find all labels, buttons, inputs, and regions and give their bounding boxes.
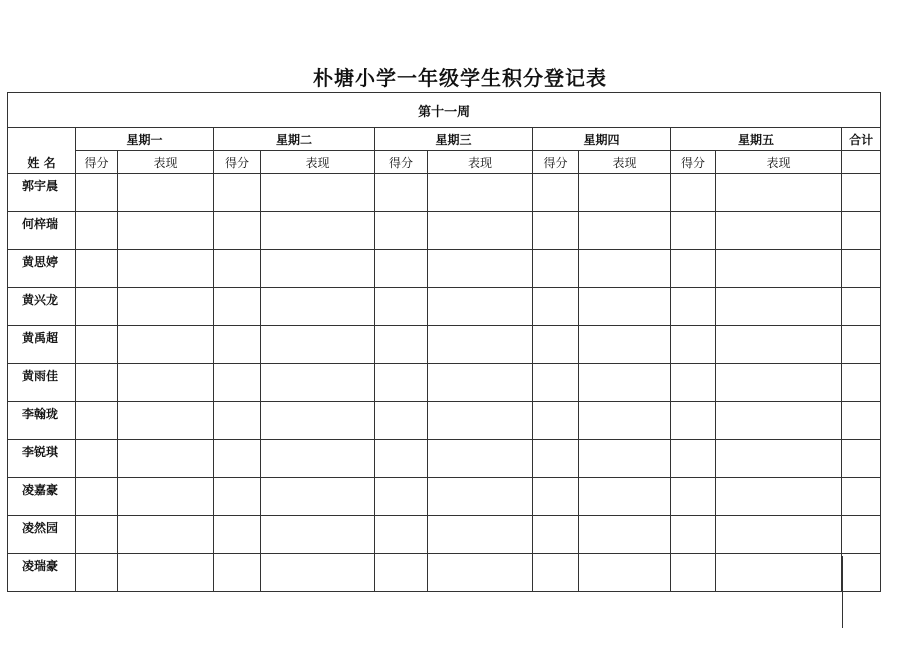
- student-name: 李锐琪: [8, 440, 76, 478]
- score-cell[interactable]: [76, 478, 118, 516]
- performance-cell[interactable]: [716, 250, 842, 288]
- score-cell[interactable]: [76, 554, 118, 592]
- day-header-friday: 星期五: [671, 128, 842, 151]
- score-cell[interactable]: [671, 516, 716, 554]
- performance-cell[interactable]: [716, 364, 842, 402]
- performance-cell[interactable]: [716, 516, 842, 554]
- performance-cell[interactable]: [428, 402, 533, 440]
- score-cell[interactable]: [533, 440, 579, 478]
- performance-cell[interactable]: [428, 250, 533, 288]
- performance-cell[interactable]: [716, 440, 842, 478]
- total-cell[interactable]: [842, 326, 881, 364]
- student-row: [8, 478, 881, 516]
- score-cell[interactable]: [214, 288, 261, 326]
- performance-cell[interactable]: [428, 212, 533, 250]
- performance-cell[interactable]: [579, 440, 671, 478]
- score-cell[interactable]: [76, 440, 118, 478]
- score-cell[interactable]: [533, 516, 579, 554]
- student-name: 凌瑞豪: [8, 554, 76, 592]
- performance-cell[interactable]: [118, 212, 214, 250]
- score-cell[interactable]: [76, 364, 118, 402]
- score-cell[interactable]: [375, 250, 428, 288]
- score-cell[interactable]: [214, 478, 261, 516]
- performance-cell[interactable]: [428, 288, 533, 326]
- score-cell[interactable]: [375, 326, 428, 364]
- student-name: 凌嘉豪: [8, 478, 76, 516]
- performance-cell[interactable]: [118, 250, 214, 288]
- performance-cell[interactable]: [716, 326, 842, 364]
- performance-cell[interactable]: [118, 478, 214, 516]
- score-cell[interactable]: [671, 288, 716, 326]
- score-subheader: 得分: [671, 151, 716, 174]
- total-subheader-empty: [842, 151, 881, 174]
- performance-cell[interactable]: [261, 288, 375, 326]
- score-cell[interactable]: [671, 440, 716, 478]
- score-cell[interactable]: [533, 478, 579, 516]
- score-subheader: 得分: [375, 151, 428, 174]
- performance-cell[interactable]: [261, 478, 375, 516]
- total-cell[interactable]: [842, 174, 881, 212]
- performance-cell[interactable]: [261, 440, 375, 478]
- total-column-header: 合计: [842, 128, 881, 151]
- score-cell[interactable]: [214, 326, 261, 364]
- total-cell[interactable]: [842, 364, 881, 402]
- score-cell[interactable]: [214, 250, 261, 288]
- performance-cell[interactable]: [118, 364, 214, 402]
- score-cell[interactable]: [533, 250, 579, 288]
- score-cell[interactable]: [671, 478, 716, 516]
- performance-cell[interactable]: [428, 440, 533, 478]
- performance-cell[interactable]: [261, 516, 375, 554]
- day-header-thursday: 星期四: [533, 128, 671, 151]
- score-cell[interactable]: [76, 174, 118, 212]
- performance-cell[interactable]: [261, 402, 375, 440]
- performance-cell[interactable]: [428, 554, 533, 592]
- score-cell[interactable]: [214, 364, 261, 402]
- performance-cell[interactable]: [428, 516, 533, 554]
- score-cell[interactable]: [76, 516, 118, 554]
- score-cell[interactable]: [375, 402, 428, 440]
- performance-cell[interactable]: [261, 174, 375, 212]
- score-cell[interactable]: [375, 440, 428, 478]
- performance-cell[interactable]: [428, 364, 533, 402]
- performance-cell[interactable]: [579, 516, 671, 554]
- performance-subheader: 表现: [118, 151, 214, 174]
- score-subheader: 得分: [214, 151, 261, 174]
- performance-subheader: 表现: [261, 151, 375, 174]
- student-row: [8, 440, 881, 478]
- total-cell[interactable]: [842, 250, 881, 288]
- score-cell[interactable]: [375, 174, 428, 212]
- performance-cell[interactable]: [716, 174, 842, 212]
- score-subheader: 得分: [76, 151, 118, 174]
- performance-cell[interactable]: [261, 250, 375, 288]
- total-cell[interactable]: [842, 402, 881, 440]
- score-cell[interactable]: [533, 326, 579, 364]
- performance-cell[interactable]: [716, 554, 842, 592]
- score-subheader: 得分: [533, 151, 579, 174]
- performance-cell[interactable]: [579, 174, 671, 212]
- student-row: [8, 364, 881, 402]
- score-cell[interactable]: [76, 288, 118, 326]
- performance-cell[interactable]: [118, 326, 214, 364]
- name-column-header: 姓 名: [8, 128, 76, 174]
- score-cell[interactable]: [375, 288, 428, 326]
- performance-cell[interactable]: [261, 326, 375, 364]
- divider-line: [842, 556, 843, 628]
- score-cell[interactable]: [76, 402, 118, 440]
- day-header-wednesday: 星期三: [375, 128, 533, 151]
- total-cell[interactable]: [842, 554, 881, 592]
- score-cell[interactable]: [671, 402, 716, 440]
- total-cell[interactable]: [842, 440, 881, 478]
- student-name: 黄兴龙: [8, 288, 76, 326]
- student-name: 黄雨佳: [8, 364, 76, 402]
- performance-cell[interactable]: [261, 554, 375, 592]
- performance-subheader: 表现: [716, 151, 842, 174]
- score-cell[interactable]: [671, 364, 716, 402]
- student-row: [8, 554, 881, 592]
- performance-cell[interactable]: [118, 402, 214, 440]
- week-label: 第十一周: [8, 93, 881, 128]
- score-cell[interactable]: [671, 250, 716, 288]
- performance-cell[interactable]: [118, 440, 214, 478]
- score-cell[interactable]: [76, 212, 118, 250]
- score-cell[interactable]: [375, 364, 428, 402]
- performance-cell[interactable]: [716, 402, 842, 440]
- score-cell[interactable]: [533, 554, 579, 592]
- page-title: 朴塘小学一年级学生积分登记表: [313, 66, 607, 90]
- student-name: 黄禹超: [8, 326, 76, 364]
- score-cell[interactable]: [533, 174, 579, 212]
- student-row: [8, 288, 881, 326]
- performance-cell[interactable]: [579, 364, 671, 402]
- day-header-tuesday: 星期二: [214, 128, 375, 151]
- performance-cell[interactable]: [579, 554, 671, 592]
- student-name: 何梓瑞: [8, 212, 76, 250]
- student-row: [8, 250, 881, 288]
- performance-cell[interactable]: [579, 402, 671, 440]
- student-row: [8, 212, 881, 250]
- score-cell[interactable]: [533, 288, 579, 326]
- score-cell[interactable]: [214, 174, 261, 212]
- student-row: [8, 402, 881, 440]
- score-cell[interactable]: [214, 402, 261, 440]
- score-cell[interactable]: [671, 174, 716, 212]
- score-cell[interactable]: [76, 326, 118, 364]
- student-name: 凌然园: [8, 516, 76, 554]
- performance-cell[interactable]: [579, 288, 671, 326]
- score-cell[interactable]: [214, 440, 261, 478]
- performance-cell[interactable]: [261, 212, 375, 250]
- performance-cell[interactable]: [428, 326, 533, 364]
- performance-cell[interactable]: [716, 212, 842, 250]
- student-row: [8, 516, 881, 554]
- day-header-monday: 星期一: [76, 128, 214, 151]
- performance-cell[interactable]: [118, 554, 214, 592]
- total-cell[interactable]: [842, 478, 881, 516]
- total-cell[interactable]: [842, 212, 881, 250]
- performance-cell[interactable]: [118, 174, 214, 212]
- performance-cell[interactable]: [118, 516, 214, 554]
- student-name: 李翰珑: [8, 402, 76, 440]
- score-register-table: [7, 92, 881, 592]
- performance-cell[interactable]: [716, 478, 842, 516]
- score-cell[interactable]: [375, 212, 428, 250]
- score-cell[interactable]: [375, 554, 428, 592]
- score-cell[interactable]: [671, 326, 716, 364]
- performance-cell[interactable]: [579, 326, 671, 364]
- performance-cell[interactable]: [579, 212, 671, 250]
- score-cell[interactable]: [375, 478, 428, 516]
- score-cell[interactable]: [214, 212, 261, 250]
- score-cell[interactable]: [76, 250, 118, 288]
- score-cell[interactable]: [671, 554, 716, 592]
- student-name: 黄思婷: [8, 250, 76, 288]
- performance-cell[interactable]: [118, 288, 214, 326]
- score-cell[interactable]: [214, 554, 261, 592]
- student-row: [8, 326, 881, 364]
- performance-cell[interactable]: [261, 364, 375, 402]
- performance-subheader: 表现: [428, 151, 533, 174]
- score-cell[interactable]: [671, 212, 716, 250]
- score-cell[interactable]: [533, 212, 579, 250]
- performance-cell[interactable]: [579, 478, 671, 516]
- student-row: [8, 174, 881, 212]
- performance-cell[interactable]: [579, 250, 671, 288]
- score-cell[interactable]: [214, 516, 261, 554]
- performance-cell[interactable]: [428, 174, 533, 212]
- performance-cell[interactable]: [428, 478, 533, 516]
- score-cell[interactable]: [375, 516, 428, 554]
- performance-subheader: 表现: [579, 151, 671, 174]
- score-cell[interactable]: [533, 364, 579, 402]
- performance-cell[interactable]: [716, 288, 842, 326]
- score-cell[interactable]: [533, 402, 579, 440]
- student-name: 郭宇晨: [8, 174, 76, 212]
- total-cell[interactable]: [842, 288, 881, 326]
- total-cell[interactable]: [842, 516, 881, 554]
